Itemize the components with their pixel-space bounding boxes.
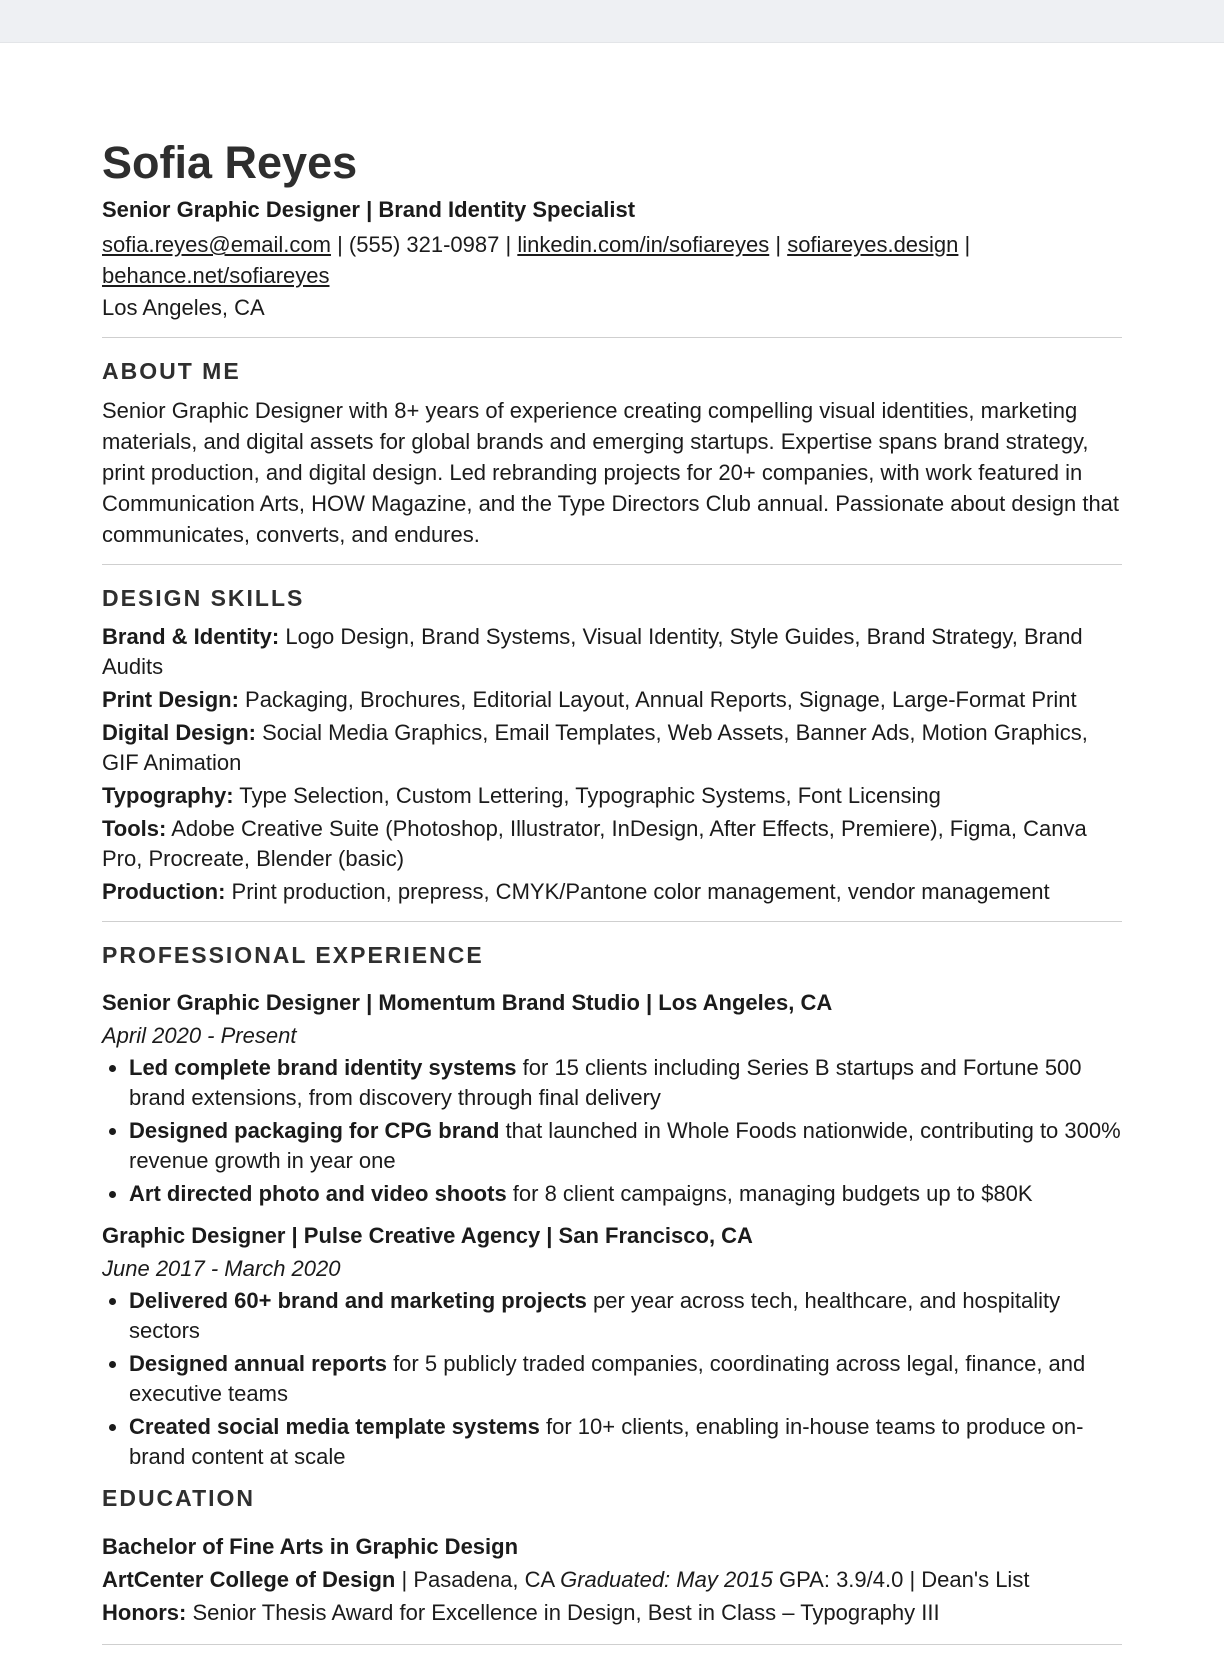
skill-row xyxy=(102,781,1122,811)
website-link[interactable]: sofiareyes.design xyxy=(787,232,959,257)
education-heading: EDUCATION xyxy=(102,1485,256,1511)
skill-label: Digital Design: xyxy=(102,720,257,745)
skill-row xyxy=(102,622,1122,682)
section-divider xyxy=(102,1644,1122,1645)
job-bullets xyxy=(102,1286,1122,1472)
bullet-item xyxy=(129,1053,1122,1113)
section-divider xyxy=(102,337,1122,338)
bullet-text: for 8 client campaigns, managing budgets up to $80K xyxy=(506,1181,1033,1206)
candidate-name: Sofia Reyes xyxy=(102,137,358,188)
skill-value: Adobe Creative Suite (Photoshop, Illustrator, InDesign, After Effects, Premiere), Figma, Canva Pro, Procreate, Blender (basic) xyxy=(102,816,1087,871)
linkedin-link[interactable]: linkedin.com/in/sofiareyes xyxy=(517,232,770,257)
contact-separator: | xyxy=(499,232,518,257)
bullet-text: for 10+ clients, enabling in-house teams to produce on-brand content at scale xyxy=(129,1414,1084,1469)
phone-number: (555) 321-0987 xyxy=(348,232,500,257)
skill-value: Type Selection, Custom Lettering, Typographic Systems, Font Licensing xyxy=(233,783,941,808)
skill-value: Logo Design, Brand Systems, Visual Identity, Style Guides, Brand Strategy, Brand Audits xyxy=(102,624,1083,679)
school-location: | Pasadena, CA xyxy=(395,1567,561,1592)
job-entry xyxy=(102,988,1122,1209)
graduation-date: Graduated: May 2015 xyxy=(560,1567,773,1592)
about-text: Senior Graphic Designer with 8+ years of experience creating compelling visual identities, marketing materials, and digital assets for global brands and emerging startups. Expertise spans brand strategy, print production, and digital design. Led rebranding projects for 20+ companies, with work featured in Communication Arts, HOW Magazine, and the Type Directors Club annual. Passionate about design that communicates, converts, and endures. xyxy=(102,398,1120,547)
bullet-item xyxy=(129,1286,1122,1346)
skill-row xyxy=(102,718,1122,778)
bullet-highlight: Designed packaging for CPG brand xyxy=(129,1118,500,1143)
job-dates: April 2020 - Present xyxy=(102,1023,297,1048)
bullet-text: for 15 clients including Series B startups and Fortune 500 brand extensions, from discovery through final delivery xyxy=(129,1055,1082,1110)
experience-heading: PROFESSIONAL EXPERIENCE xyxy=(102,942,484,968)
honors-text: Senior Thesis Award for Excellence in Design, Best in Class – Typography III xyxy=(186,1600,940,1625)
job-entry xyxy=(102,1221,1122,1472)
skill-label: Production: xyxy=(102,879,226,904)
bullet-item xyxy=(129,1412,1122,1472)
bullet-highlight: Art directed photo and video shoots xyxy=(129,1181,507,1206)
bullet-item xyxy=(129,1116,1122,1176)
resume-page xyxy=(0,43,1224,1645)
job-dates: June 2017 - March 2020 xyxy=(102,1256,341,1281)
skill-value: Social Media Graphics, Email Templates, Web Assets, Banner Ads, Motion Graphics, GIF Animation xyxy=(102,720,1088,775)
skill-row xyxy=(102,877,1122,907)
section-divider xyxy=(102,564,1122,565)
professional-title: Senior Graphic Designer | Brand Identity Specialist xyxy=(102,197,636,222)
skill-value: Packaging, Brochures, Editorial Layout, Annual Reports, Signage, Large-Format Print xyxy=(238,687,1077,712)
section-divider xyxy=(102,921,1122,922)
browser-top-bar xyxy=(0,0,1224,43)
education-entry xyxy=(102,1532,1122,1628)
bullet-highlight: Led complete brand identity systems xyxy=(129,1055,517,1080)
behance-link[interactable]: behance.net/sofiareyes xyxy=(102,263,330,288)
degree: Bachelor of Fine Arts in Graphic Design xyxy=(102,1534,519,1559)
bullet-text: per year across tech, healthcare, and hospitality sectors xyxy=(129,1288,1061,1343)
school-line xyxy=(102,1565,1122,1595)
bullet-item xyxy=(129,1179,1122,1209)
job-title: Senior Graphic Designer | Momentum Brand Studio | Los Angeles, CA xyxy=(102,990,833,1015)
honors-line xyxy=(102,1598,1122,1628)
bullet-item xyxy=(129,1349,1122,1409)
skill-label: Tools: xyxy=(102,816,167,841)
school-name: ArtCenter College of Design xyxy=(102,1567,396,1592)
contact-separator: | xyxy=(330,232,349,257)
contact-line xyxy=(102,229,1122,291)
job-bullets xyxy=(102,1053,1122,1209)
bullet-text: that launched in Whole Foods nationwide, contributing to 300% revenue growth in year one xyxy=(129,1118,1121,1173)
skill-value: Print production, prepress, CMYK/Pantone color management, vendor management xyxy=(225,879,1050,904)
bullet-text: for 5 publicly traded companies, coordinating across legal, finance, and executive teams xyxy=(129,1351,1086,1406)
contact-separator: | xyxy=(958,232,971,257)
job-title: Graphic Designer | Pulse Creative Agency | San Francisco, CA xyxy=(102,1223,753,1248)
honors-label: Honors: xyxy=(102,1600,187,1625)
skill-row xyxy=(102,814,1122,874)
skills-heading: DESIGN SKILLS xyxy=(102,585,305,611)
location: Los Angeles, CA xyxy=(102,295,265,320)
bullet-highlight: Created social media template systems xyxy=(129,1414,540,1439)
bullet-highlight: Delivered 60+ brand and marketing projects xyxy=(129,1288,587,1313)
skill-label: Brand & Identity: xyxy=(102,624,280,649)
skills-list xyxy=(102,622,1122,907)
skill-label: Print Design: xyxy=(102,687,239,712)
contact-separator: | xyxy=(769,232,788,257)
bullet-highlight: Designed annual reports xyxy=(129,1351,387,1376)
email-link[interactable]: sofia.reyes@email.com xyxy=(102,232,331,257)
skill-label: Typography: xyxy=(102,783,234,808)
about-heading: ABOUT ME xyxy=(102,358,241,384)
skill-row xyxy=(102,685,1122,715)
gpa: GPA: 3.9/4.0 | Dean's List xyxy=(772,1567,1030,1592)
